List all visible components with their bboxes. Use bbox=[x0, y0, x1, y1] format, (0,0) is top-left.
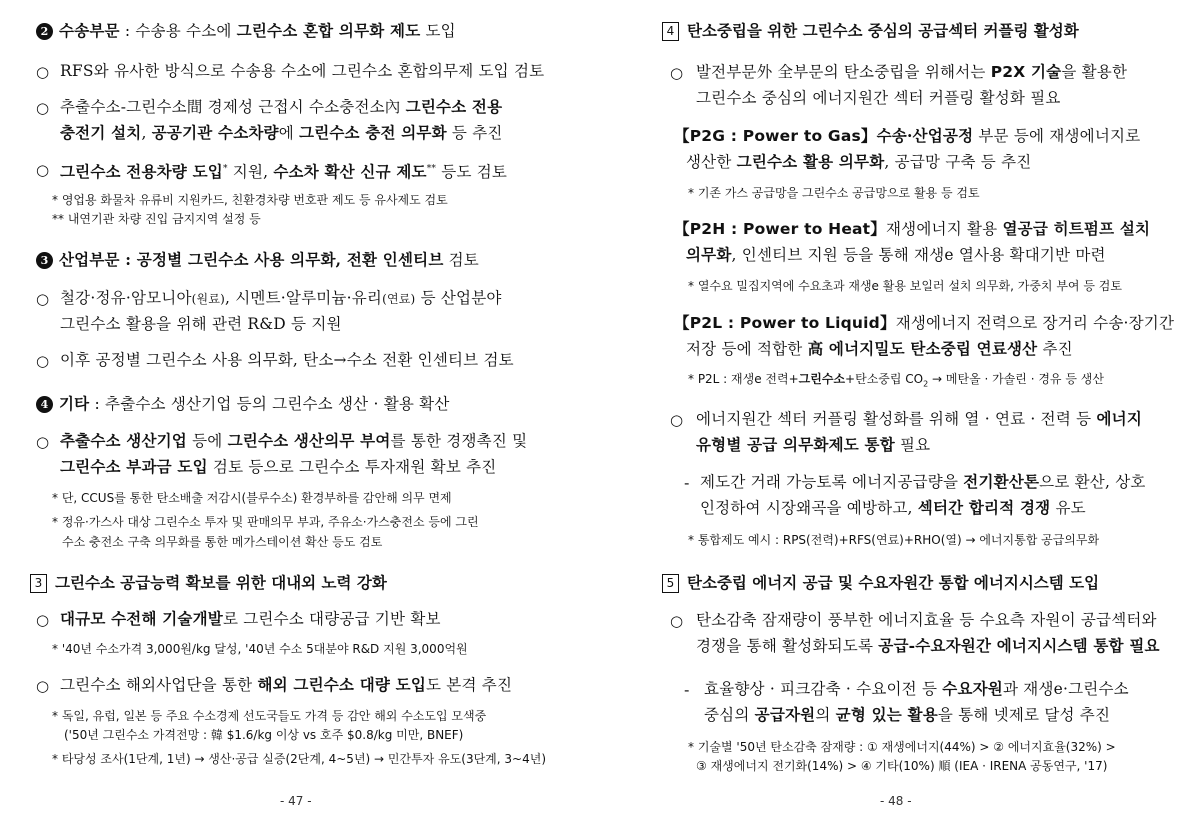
note: * 기존 가스 공급망을 그린수소 공급망으로 활용 등 검토 bbox=[688, 186, 980, 200]
bullet-icon: ○ bbox=[36, 677, 50, 695]
note: * P2L : 재생e 전력+그린수소+탄소중립 $CO_2$ → 메탄올 · 가솔린 · 경유 등 생산 bbox=[688, 372, 1104, 389]
note: ** 내연기관 차량 진입 금지지역 설정 등 bbox=[52, 212, 261, 226]
bullet-icon: ○ bbox=[36, 99, 50, 117]
note: ③ 재생에너지 전기화(14%) > ④ 기타(10%) 順 (IEA · IRENA 공동연구, '17) bbox=[696, 759, 1108, 773]
bullet-p2x-line2: 그린수소 중심의 에너지원간 섹터 커플링 활성화 필요 bbox=[696, 89, 1061, 107]
note: * 정유·가스사 대상 그린수소 투자 및 판매의무 부과, 주유소·가스충전소 등에 그린 bbox=[52, 515, 479, 529]
bullet-producer-line1: 추출수소 생산기업 등에 그린수소 생산의무 부여를 통한 경쟁촉진 및 bbox=[60, 431, 528, 450]
p2l-line1: 【P2L : Power to Liquid】재생에너지 전력으로 장거리 수송·장기간 bbox=[674, 314, 1175, 332]
bullet-icon: ○ bbox=[36, 433, 50, 451]
bullet-industry-line2: 그린수소 활용을 위해 관련 R&D 등 지원 bbox=[60, 315, 342, 333]
note: ('50년 그린수소 가격전망 : 韓 $1.6/kg 이상 vs 호주 $0.8/kg 미만, BNEF) bbox=[64, 728, 464, 742]
p2g-line2: 생산한 그린수소 활용 의무화, 공급망 구축 등 추진 bbox=[686, 152, 1032, 171]
note: * 타당성 조사(1단계, 1년) → 생산·공급 실증(2단계, 4~5년) → 민간투자 유도(3단계, 3~4년) bbox=[52, 752, 546, 766]
bullet-p2x-line1: 발전부문外 全부문의 탄소중립을 위해서는 P2X 기술을 활용한 bbox=[696, 63, 1128, 81]
p2h-line2: 의무화, 인센티브 지원 등을 통해 재생e 열사용 확대기반 마련 bbox=[686, 245, 1106, 264]
bullet-overseas: 그린수소 해외사업단을 통한 해외 그린수소 대량 도입도 본격 추진 bbox=[60, 675, 513, 694]
section-industry-heading: 3 산업부문 : 공정별 그린수소 사용 의무화, 전환 인센티브 검토 bbox=[36, 250, 479, 270]
page-48 bbox=[600, 0, 1200, 831]
bullet-demand-line1: 탄소감축 잠재량이 풍부한 에너지효율 등 수요측 자원이 공급섹터와 bbox=[696, 611, 1157, 629]
bullet-icon: ○ bbox=[36, 352, 50, 370]
heading-supply-capacity: 3 그린수소 공급능력 확보를 위한 대내외 노력 강화 bbox=[30, 573, 387, 593]
note: 수소 충전소 구축 의무화를 통한 메가스테이션 확산 등도 검토 bbox=[62, 535, 383, 549]
dash-conversion-line1: 제도간 거래 가능토록 에너지공급량을 전기환산톤으로 환산, 상호 bbox=[700, 472, 1146, 491]
number-box-4-icon: 4 bbox=[662, 22, 679, 41]
dash-balance-line1: 효율향상 · 피크감축 · 수요이전 등 수요자원과 재생e·그린수소 bbox=[704, 679, 1129, 698]
bullet-incentive: 이후 공정별 그린수소 사용 의무화, 탄소→수소 전환 인센티브 검토 bbox=[60, 351, 514, 369]
section-other-heading: 4 기타 : 추출수소 생산기업 등의 그린수소 생산 · 활용 확산 bbox=[36, 394, 450, 414]
section-transport-heading: 2 수송부문 : 수송용 수소에 그린수소 혼합 의무화 제도 도입 bbox=[36, 21, 456, 41]
heading-integrated-system: 5 탄소중립 에너지 공급 및 수요자원간 통합 에너지시스템 도입 bbox=[662, 573, 1099, 593]
bullet-industry-line1: 철강·정유·암모니아(원료), 시멘트·알루미늄·유리(연료) 등 산업분야 bbox=[60, 289, 502, 307]
number-box-5-icon: 5 bbox=[662, 574, 679, 593]
bullet-integration-line2: 유형별 공급 의무화제도 통합 필요 bbox=[696, 435, 931, 454]
bullet-icon: ○ bbox=[36, 611, 50, 629]
number-box-3-icon: 3 bbox=[30, 574, 47, 593]
dash-conversion-line2: 인정하여 시장왜곡을 예방하고, 섹터간 합리적 경쟁 유도 bbox=[700, 498, 1086, 517]
note: * 통합제도 예시 : RPS(전력)+RFS(연료)+RHO(열) → 에너지통합 공급의무화 bbox=[688, 533, 1100, 547]
dash-icon: - bbox=[684, 681, 690, 699]
bullet-charging-line1: 추출수소-그린수소間 경제성 근접시 수소충전소內 그린수소 전용 bbox=[60, 97, 503, 116]
number-3-icon: 3 bbox=[36, 252, 53, 269]
note: * 단, CCUS를 통한 탄소배출 저감시(블루수소) 환경부하를 감안해 의무 면제 bbox=[52, 491, 452, 505]
note: * 영업용 화물차 유류비 지원카드, 친환경차량 번호판 제도 등 유사제도 검토 bbox=[52, 193, 448, 207]
bullet-icon: ○ bbox=[670, 612, 684, 630]
bullet-producer-line2: 그린수소 부과금 도입 검토 등으로 그린수소 투자재원 확보 추진 bbox=[60, 457, 497, 476]
heading-sector-coupling: 4 탄소중립을 위한 그린수소 중심의 공급섹터 커플링 활성화 bbox=[662, 21, 1079, 41]
p2l-line2: 저장 등에 적합한 高 에너지밀도 탄소중립 연료생산 추진 bbox=[686, 339, 1073, 358]
bullet-electrolysis: 대규모 수전해 기술개발로 그린수소 대량공급 기반 확보 bbox=[60, 609, 441, 628]
note: * '40년 수소가격 3,000원/kg 달성, '40년 수소 5대분야 R&D 지원 3,000억원 bbox=[52, 642, 468, 656]
bullet-icon: ○ bbox=[36, 161, 50, 179]
page-number: - 48 - bbox=[880, 794, 912, 808]
number-4-icon: 4 bbox=[36, 396, 53, 413]
bullet-vehicles: 그린수소 전용차량 도입* 지원, 수소차 확산 신규 제도** 등도 검토 bbox=[60, 162, 508, 182]
note: * 열수요 밀집지역에 수요초과 재생e 활용 보일러 설치 의무화, 가중치 부여 등 검토 bbox=[688, 279, 1122, 293]
bullet-icon: ○ bbox=[36, 63, 50, 81]
bullet-icon: ○ bbox=[670, 64, 684, 82]
note: * 기술별 '50년 탄소감축 잠재량 : ① 재생에너지(44%) > ② 에너지효율(32%) > bbox=[688, 740, 1116, 754]
note: * 독일, 유럽, 일본 등 주요 수소경제 선도국들도 가격 등 감안 해외 수소도입 모색중 bbox=[52, 709, 487, 723]
page-number: - 47 - bbox=[280, 794, 312, 808]
p2g-line1: 【P2G : Power to Gas】수송·산업공정 부문 등에 재생에너지로 bbox=[674, 126, 1141, 145]
bullet-charging-line2: 충전기 설치, 공공기관 수소차량에 그린수소 충전 의무화 등 추진 bbox=[60, 123, 503, 142]
number-2-icon: 2 bbox=[36, 23, 53, 40]
p2h-line1: 【P2H : Power to Heat】재생에너지 활용 열공급 히트펌프 설치 bbox=[674, 219, 1151, 238]
dash-balance-line2: 중심의 공급자원의 균형 있는 활용을 통해 넷제로 달성 추진 bbox=[704, 705, 1111, 724]
bullet-rfs: RFS와 유사한 방식으로 수송용 수소에 그린수소 혼합의무제 도입 검토 bbox=[60, 62, 545, 80]
bullet-icon: ○ bbox=[36, 290, 50, 308]
bullet-icon: ○ bbox=[670, 411, 684, 429]
bullet-demand-line2: 경쟁을 통해 활성화되도록 공급-수요자원간 에너지시스템 통합 필요 bbox=[696, 636, 1160, 655]
dash-icon: - bbox=[684, 474, 690, 492]
bullet-integration-line1: 에너지원간 섹터 커플링 활성화를 위해 열 · 연료 · 전력 등 에너지 bbox=[696, 409, 1142, 428]
